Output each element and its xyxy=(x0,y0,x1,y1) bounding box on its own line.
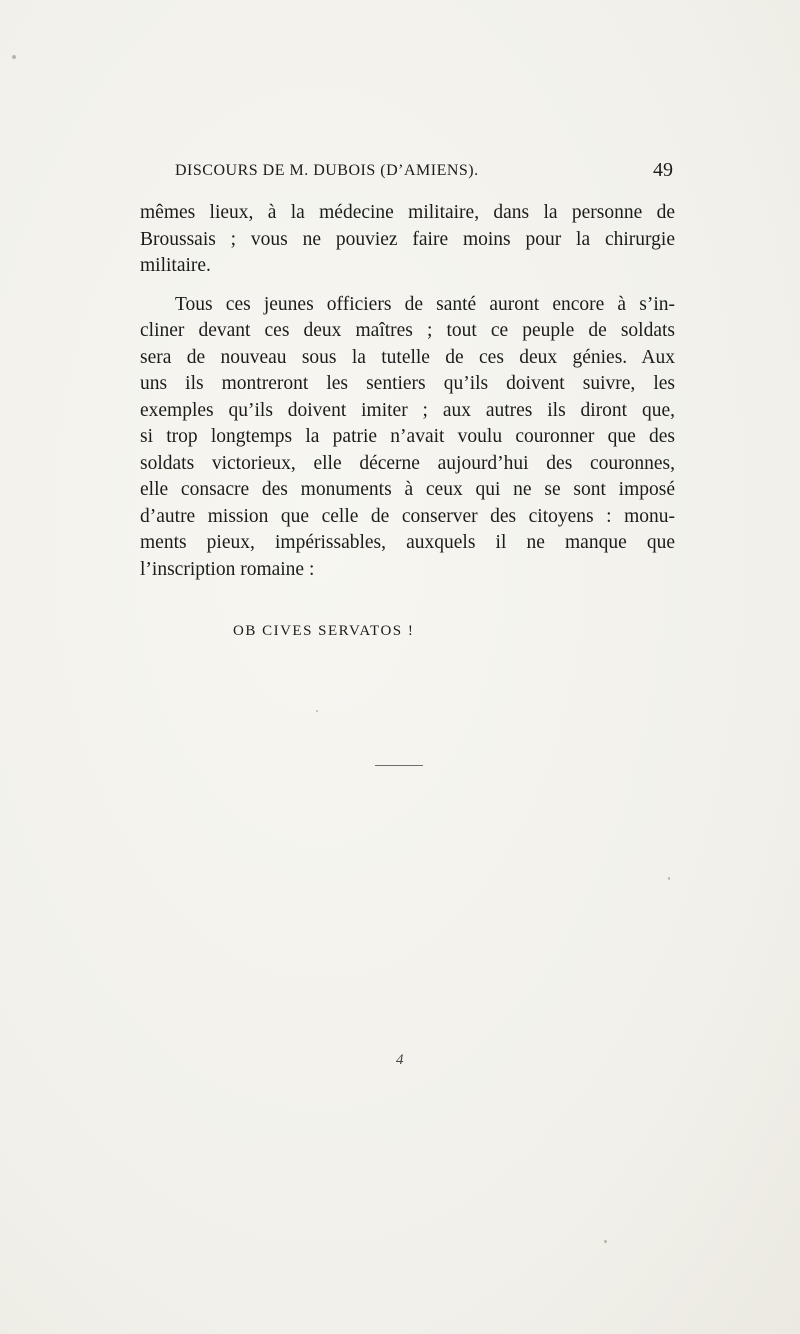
paper-speck xyxy=(668,877,670,880)
latin-motto: OB CIVES SERVATOS ! xyxy=(233,623,415,639)
text-line: mêmes lieux, à la médecine militaire, dans la personne de xyxy=(140,202,675,223)
text-line: Broussais ; vous ne pouviez faire moins pour la chirurgie xyxy=(140,228,675,250)
closing-rule xyxy=(375,765,423,766)
paper-speck xyxy=(316,710,318,712)
paper-speck xyxy=(12,55,16,59)
paragraph-gap xyxy=(140,280,675,292)
page-number: 49 xyxy=(653,159,673,181)
text-line: militaire. xyxy=(140,255,211,276)
paper-speck xyxy=(604,1240,607,1243)
running-title: DISCOURS DE M. DUBOIS (D’AMIENS). xyxy=(175,162,479,179)
text-line: soldats victorieux, elle décerne aujourd’hui des couronnes, xyxy=(140,452,675,474)
text-line: uns ils montreront les sentiers qu’ils doivent suivre, les xyxy=(140,373,675,394)
text-line: ments pieux, impérissables, auxquels il ne manque que xyxy=(140,532,675,553)
running-head xyxy=(175,156,673,192)
text-line: cliner devant ces deux maîtres ; tout ce peuple de soldats xyxy=(140,320,675,341)
signature-mark: 4 xyxy=(396,1052,404,1068)
text-line: Tous ces jeunes officiers de santé auront encore à s’in- xyxy=(175,293,675,315)
text-line: elle consacre des monuments à ceux qui ne se sont imposé xyxy=(140,479,675,500)
text-line: exemples qu’ils doivent imiter ; aux autres ils diront que, xyxy=(140,399,675,421)
text-line: l’inscription romaine : xyxy=(140,558,315,580)
text-line: d’autre mission que celle de conserver des citoyens : monu- xyxy=(140,505,675,527)
text-line: sera de nouveau sous la tutelle de ces deux génies. Aux xyxy=(140,346,675,368)
body-text xyxy=(140,200,675,583)
text-line: si trop longtemps la patrie n’avait voulu couronner que des xyxy=(140,426,675,447)
